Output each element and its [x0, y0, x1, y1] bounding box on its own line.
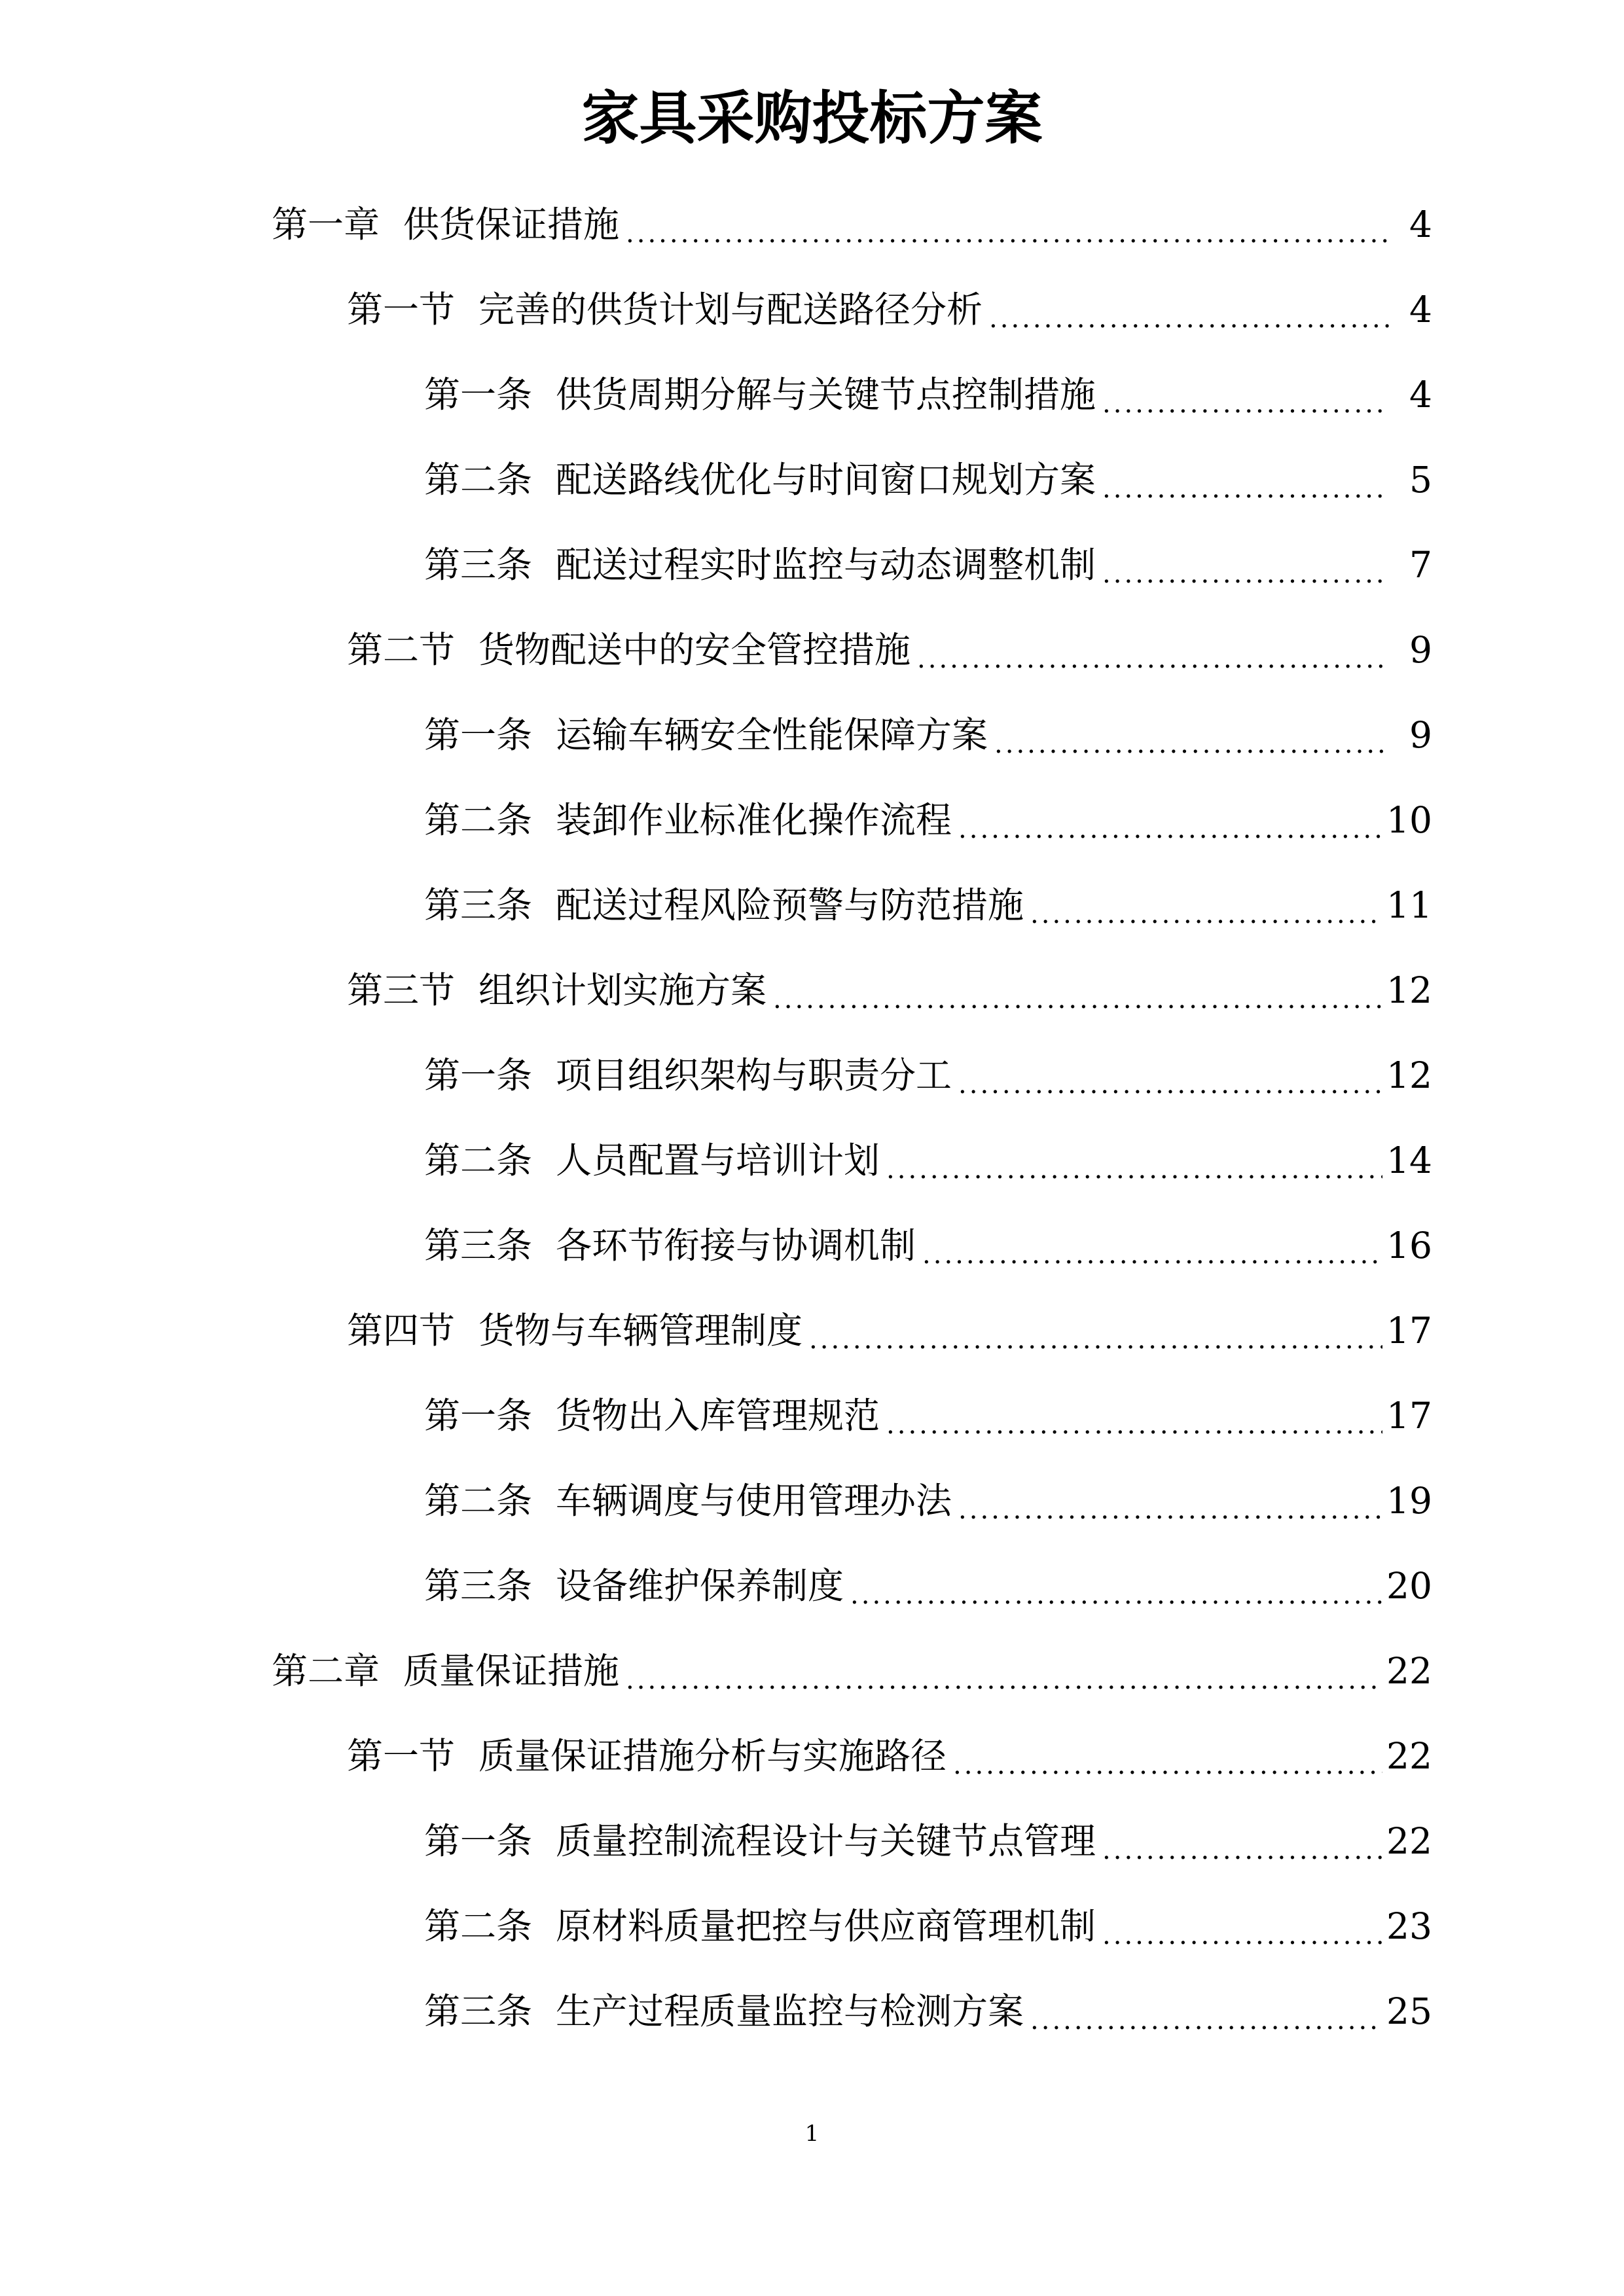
toc-entry-title: 货物出入库管理规范: [556, 1395, 880, 1437]
toc-entry-level-3[interactable]: [0, 1203, 1432, 1288]
toc-entry-level-1[interactable]: [0, 182, 1432, 267]
toc-entry-number: 第四节: [347, 1310, 456, 1352]
toc-entry-level-3[interactable]: [0, 352, 1432, 437]
toc-entry-number: 第一节: [347, 1735, 456, 1777]
toc-entry-number: 第二章: [272, 1650, 380, 1692]
toc-dot-leader: [958, 1049, 1382, 1102]
toc-entry-page-number: 16: [1386, 1225, 1432, 1266]
table-of-contents: [0, 182, 1432, 2054]
toc-entry-page-number: 19: [1386, 1480, 1432, 1522]
toc-entry-number: 第一条: [424, 1820, 533, 1862]
toc-entry-number: 第二节: [347, 629, 456, 671]
toc-dot-leader: [958, 1475, 1382, 1527]
toc-entry-level-1[interactable]: [0, 1628, 1432, 1713]
page-number: 1: [804, 2121, 820, 2147]
toc-entry-number: 第一条: [424, 1054, 533, 1096]
toc-entry-number: 第一条: [424, 374, 533, 416]
toc-entry-title: 货物与车辆管理制度: [478, 1310, 803, 1352]
toc-entry-page-number: 25: [1386, 1990, 1432, 2032]
toc-entry-level-3[interactable]: [0, 1543, 1432, 1628]
toc-entry-level-2[interactable]: [0, 1713, 1432, 1799]
toc-dot-leader: [917, 624, 1389, 676]
toc-entry-title: 供货周期分解与关键节点控制措施: [556, 374, 1096, 416]
toc-entry-title: 项目组织架构与职责分工: [556, 1054, 952, 1096]
toc-entry-title: 装卸作业标准化操作流程: [556, 799, 952, 841]
toc-entry-title: 供货保证措施: [403, 204, 620, 245]
toc-entry-title: 配送过程风险预警与防范措施: [556, 884, 1024, 926]
toc-entry-page-number: 20: [1386, 1565, 1432, 1607]
toc-entry-page-number: 7: [1409, 544, 1432, 586]
toc-entry-page-number: 22: [1386, 1820, 1432, 1862]
toc-entry-title: 生产过程质量监控与检测方案: [556, 1990, 1024, 2032]
toc-entry-number: 第一条: [424, 1395, 533, 1437]
toc-entry-title: 设备维护保养制度: [556, 1565, 844, 1607]
toc-entry-level-3[interactable]: [0, 692, 1432, 778]
toc-entry-level-2[interactable]: [0, 948, 1432, 1033]
toc-entry-page-number: 9: [1409, 629, 1432, 671]
toc-entry-level-3[interactable]: [0, 1118, 1432, 1203]
toc-entry-level-3[interactable]: [0, 1884, 1432, 1969]
document-title: 家具采购投标方案: [581, 84, 1043, 152]
toc-entry-number: 第三条: [424, 1565, 533, 1607]
toc-dot-leader: [626, 1645, 1382, 1697]
toc-entry-page-number: 12: [1386, 969, 1432, 1011]
toc-entry-page-number: 11: [1386, 884, 1432, 926]
toc-entry-title: 各环节衔接与协调机制: [556, 1225, 916, 1266]
toc-entry-number: 第二条: [424, 1480, 533, 1522]
toc-entry-title: 运输车辆安全性能保障方案: [556, 714, 988, 756]
toc-dot-leader: [809, 1304, 1382, 1357]
toc-entry-number: 第二条: [424, 1905, 533, 1947]
toc-dot-leader: [1102, 539, 1389, 591]
toc-entry-page-number: 4: [1409, 374, 1432, 416]
toc-entry-title: 配送路线优化与时间窗口规划方案: [556, 459, 1096, 501]
toc-entry-number: 第二条: [424, 799, 533, 841]
toc-entry-page-number: 22: [1386, 1735, 1432, 1777]
toc-entry-page-number: 17: [1386, 1395, 1432, 1437]
toc-dot-leader: [1102, 454, 1389, 506]
toc-dot-leader: [1102, 1815, 1382, 1867]
toc-dot-leader: [626, 198, 1389, 251]
toc-entry-title: 货物配送中的安全管控措施: [478, 629, 911, 671]
toc-entry-title: 人员配置与培训计划: [556, 1139, 880, 1181]
toc-entry-number: 第三条: [424, 1225, 533, 1266]
toc-entry-number: 第一章: [272, 204, 380, 245]
toc-entry-page-number: 22: [1386, 1650, 1432, 1692]
toc-entry-number: 第三条: [424, 1990, 533, 2032]
toc-dot-leader: [989, 283, 1389, 336]
toc-entry-level-3[interactable]: [0, 778, 1432, 863]
toc-entry-level-3[interactable]: [0, 1033, 1432, 1118]
toc-dot-leader: [958, 794, 1382, 846]
toc-entry-level-2[interactable]: [0, 607, 1432, 692]
toc-entry-page-number: 9: [1409, 714, 1432, 756]
toc-entry-title: 完善的供货计划与配送路径分析: [478, 289, 983, 331]
toc-entry-number: 第一条: [424, 714, 533, 756]
toc-dot-leader: [994, 709, 1389, 761]
toc-entry-page-number: 5: [1409, 459, 1432, 501]
toc-dot-leader: [886, 1390, 1382, 1442]
toc-entry-level-3[interactable]: [0, 1969, 1432, 2054]
toc-entry-page-number: 17: [1386, 1310, 1432, 1352]
toc-dot-leader: [1102, 368, 1389, 421]
toc-dot-leader: [953, 1730, 1382, 1782]
toc-dot-leader: [922, 1219, 1382, 1272]
toc-entry-title: 组织计划实施方案: [478, 969, 767, 1011]
toc-entry-level-3[interactable]: [0, 437, 1432, 522]
toc-entry-page-number: 4: [1409, 289, 1432, 331]
toc-entry-level-3[interactable]: [0, 863, 1432, 948]
toc-entry-number: 第三条: [424, 544, 533, 586]
toc-entry-page-number: 12: [1386, 1054, 1432, 1096]
toc-entry-number: 第二条: [424, 1139, 533, 1181]
toc-entry-level-3[interactable]: [0, 1799, 1432, 1884]
toc-dot-leader: [1030, 1985, 1382, 2037]
toc-dot-leader: [886, 1134, 1382, 1187]
toc-entry-level-3[interactable]: [0, 1458, 1432, 1543]
toc-entry-title: 配送过程实时监控与动态调整机制: [556, 544, 1096, 586]
toc-dot-leader: [773, 964, 1382, 1016]
toc-entry-number: 第三条: [424, 884, 533, 926]
toc-entry-number: 第三节: [347, 969, 456, 1011]
toc-entry-page-number: 4: [1409, 204, 1432, 245]
toc-entry-title: 质量保证措施分析与实施路径: [478, 1735, 947, 1777]
toc-entry-number: 第一节: [347, 289, 456, 331]
toc-dot-leader: [1102, 1900, 1382, 1952]
toc-entry-level-3[interactable]: [0, 522, 1432, 607]
toc-entry-number: 第二条: [424, 459, 533, 501]
toc-entry-page-number: 10: [1386, 799, 1432, 841]
toc-entry-level-2[interactable]: [0, 1288, 1432, 1373]
toc-entry-page-number: 14: [1386, 1139, 1432, 1181]
toc-entry-title: 质量保证措施: [403, 1650, 620, 1692]
toc-entry-page-number: 23: [1386, 1905, 1432, 1947]
toc-dot-leader: [1030, 879, 1382, 931]
toc-entry-level-2[interactable]: [0, 267, 1432, 352]
toc-dot-leader: [850, 1560, 1382, 1612]
toc-entry-title: 车辆调度与使用管理办法: [556, 1480, 952, 1522]
toc-entry-title: 质量控制流程设计与关键节点管理: [556, 1820, 1096, 1862]
toc-entry-level-3[interactable]: [0, 1373, 1432, 1458]
toc-entry-title: 原材料质量把控与供应商管理机制: [556, 1905, 1096, 1947]
